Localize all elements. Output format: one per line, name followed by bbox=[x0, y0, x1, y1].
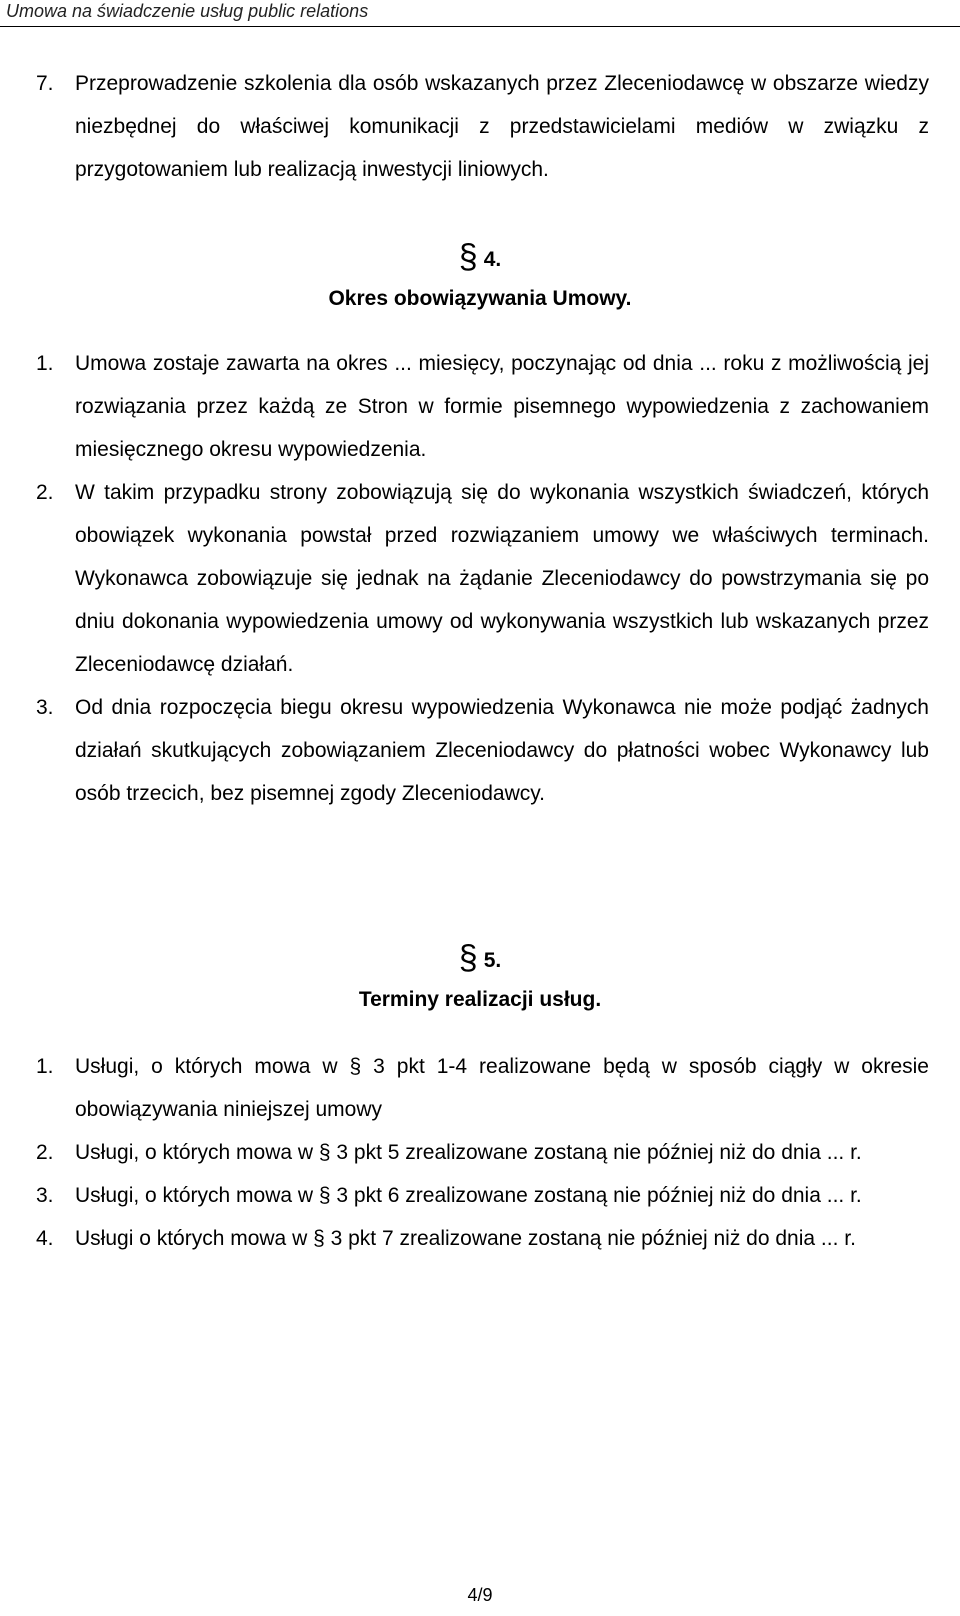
section-3-continuation bbox=[36, 62, 929, 191]
item-text: Od dnia rozpoczęcia biegu okresu wypowiedzenia Wykonawca nie może podjąć żadnych działań skutkujących zobowiązaniem Zleceniodawcy do płatności wobec Wykonawcy lub osób trzecich, bez pisemnej zgody Zleceniodawcy. bbox=[75, 696, 929, 805]
item-number: 3. bbox=[36, 696, 54, 719]
list-item bbox=[36, 686, 929, 815]
section-4-heading bbox=[0, 234, 960, 281]
item-text: Przeprowadzenie szkolenia dla osób wskazanych przez Zleceniodawcę w obszarze wiedzy niezbędnej do właściwej komunikacji z przedstawicielami mediów w związku z przygotowaniem lub realizacją inwestycji liniowych. bbox=[75, 72, 929, 181]
section-4-list bbox=[36, 342, 929, 815]
section-4-title: Okres obowiązywania Umowy. bbox=[328, 287, 632, 310]
item-text: W takim przypadku strony zobowiązują się do wykonania wszystkich świadczeń, których obowiązek wykonania powstał przed rozwiązaniem umowy we właściwych terminach. Wykonawca zobowiązuje się jednak na żądanie Zleceniodawcy do powstrzymania się po dniu dokonania wypowiedzenia umowy od wykonywania wszystkich lub wskazanych przez Zleceniodawcę działań. bbox=[75, 481, 929, 676]
item-text: Usługi o których mowa w § 3 pkt 7 zrealizowane zostaną nie później niż do dnia ... r. bbox=[75, 1227, 856, 1250]
list-item bbox=[36, 1045, 929, 1131]
item-number: 1. bbox=[36, 1055, 54, 1078]
list-item bbox=[36, 1174, 929, 1217]
list-item bbox=[36, 1217, 929, 1260]
header-divider bbox=[0, 26, 960, 27]
item-number: 4. bbox=[36, 1227, 54, 1250]
section-5-heading bbox=[0, 935, 960, 982]
list-item bbox=[36, 342, 929, 471]
list-item bbox=[36, 1131, 929, 1174]
item-number: 2. bbox=[36, 1141, 54, 1164]
item-number: 7. bbox=[36, 72, 54, 95]
item-text: Usługi, o których mowa w § 3 pkt 5 zrealizowane zostaną nie później niż do dnia ... r. bbox=[75, 1141, 862, 1164]
section-number: 5. bbox=[483, 949, 502, 972]
document-header: Umowa na świadczenie usług public relations bbox=[6, 1, 369, 21]
item-text: Umowa zostaje zawarta na okres ... miesięcy, poczynając od dnia ... roku z możliwością jej rozwiązania przez każdą ze Stron w formie pisemnego wypowiedzenia z zachowaniem miesięcznego okresu wypowiedzenia. bbox=[75, 352, 929, 461]
section-number: 4. bbox=[483, 248, 502, 271]
page-number: 4/9 bbox=[467, 1585, 493, 1605]
item-text: Usługi, o których mowa w § 3 pkt 6 zrealizowane zostaną nie później niż do dnia ... r. bbox=[75, 1184, 862, 1207]
item-number: 2. bbox=[36, 481, 54, 504]
section-sign-icon: § bbox=[458, 238, 478, 276]
item-text: Usługi, o których mowa w § 3 pkt 1-4 realizowane będą w sposób ciągły w okresie obowiązywania niniejszej umowy bbox=[75, 1055, 929, 1121]
section-5-title: Terminy realizacji usług. bbox=[358, 988, 602, 1011]
section-5-list bbox=[36, 1045, 929, 1260]
section-sign-icon: § bbox=[458, 939, 478, 977]
item-number: 3. bbox=[36, 1184, 54, 1207]
list-item bbox=[36, 471, 929, 686]
item-number: 1. bbox=[36, 352, 54, 375]
list-item-7 bbox=[36, 62, 929, 191]
